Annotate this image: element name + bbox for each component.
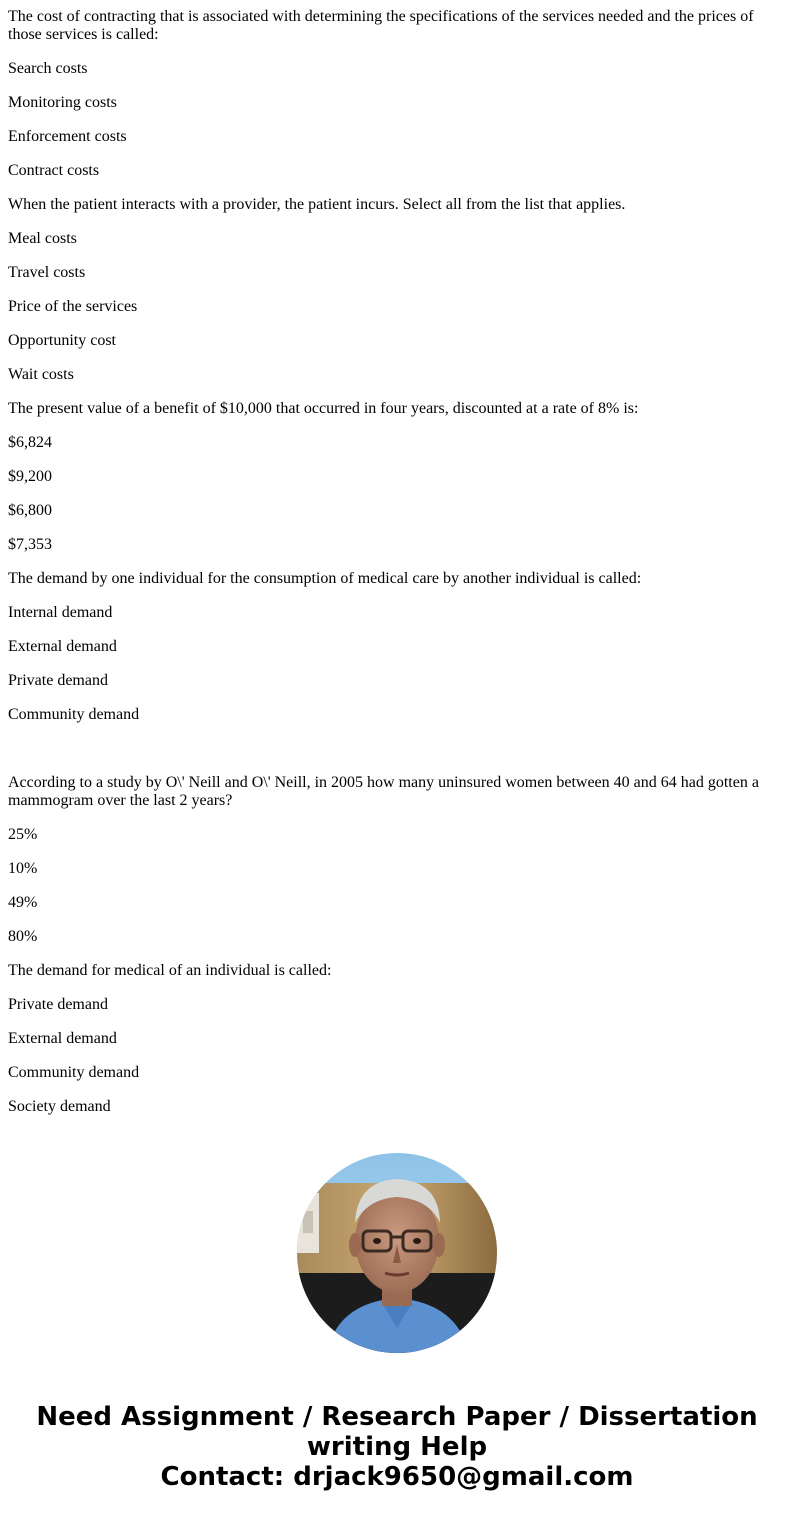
question-text: According to a study by O\' Neill and O\' Neill, in 2005 how many uninsured women between 40 and 64 had gotten a mammogram over the last 2 years?: [8, 774, 759, 809]
blank-line: [8, 740, 783, 774]
answer-option: Private demand: [8, 996, 108, 1013]
answer-option: Opportunity cost: [8, 332, 116, 349]
answer-option: Wait costs: [8, 366, 74, 383]
banner-line-2: writing Help: [306, 1432, 488, 1462]
answer-option: Internal demand: [8, 604, 113, 621]
answer-option: $9,200: [8, 468, 52, 485]
answer-option: 80%: [8, 928, 38, 945]
answer-option: 49%: [8, 894, 38, 911]
answer-option: Community demand: [8, 1064, 140, 1081]
answer-option: Travel costs: [8, 264, 86, 281]
author-avatar: [297, 1153, 497, 1353]
answer-option: $7,353: [8, 536, 52, 553]
answer-option: $6,800: [8, 502, 52, 519]
answer-option: Price of the services: [8, 298, 138, 315]
answer-option: Monitoring costs: [8, 94, 117, 111]
question-text: When the patient interacts with a provider, the patient incurs. Select all from the list that applies.: [8, 196, 626, 213]
answer-option: 25%: [8, 826, 38, 843]
question-text: The present value of a benefit of $10,000 that occurred in four years, discounted at a rate of 8% is:: [8, 400, 639, 417]
answer-option: Enforcement costs: [8, 128, 127, 145]
answer-option: Private demand: [8, 672, 108, 689]
answer-option: Community demand: [8, 706, 140, 723]
answer-option: External demand: [8, 638, 117, 655]
answer-option: Contract costs: [8, 162, 100, 179]
banner-line-1: Need Assignment / Research Paper / Dissertation: [36, 1402, 758, 1432]
contact-banner: [0, 1402, 794, 1492]
answer-option: 10%: [8, 860, 38, 877]
answer-option: Search costs: [8, 60, 88, 77]
question-list: [8, 8, 783, 1132]
answer-option: External demand: [8, 1030, 117, 1047]
answer-option: Society demand: [8, 1098, 111, 1115]
author-portrait: [297, 1153, 497, 1353]
question-text: The cost of contracting that is associated with determining the specifications of the services needed and the prices of those services is called:: [8, 8, 754, 43]
question-text: The demand by one individual for the consumption of medical care by another individual is called:: [8, 570, 642, 587]
answer-option: Meal costs: [8, 230, 77, 247]
banner-contact-email: Contact: drjack9650@gmail.com: [160, 1462, 634, 1492]
question-text: The demand for medical of an individual is called:: [8, 962, 332, 979]
answer-option: $6,824: [8, 434, 52, 451]
